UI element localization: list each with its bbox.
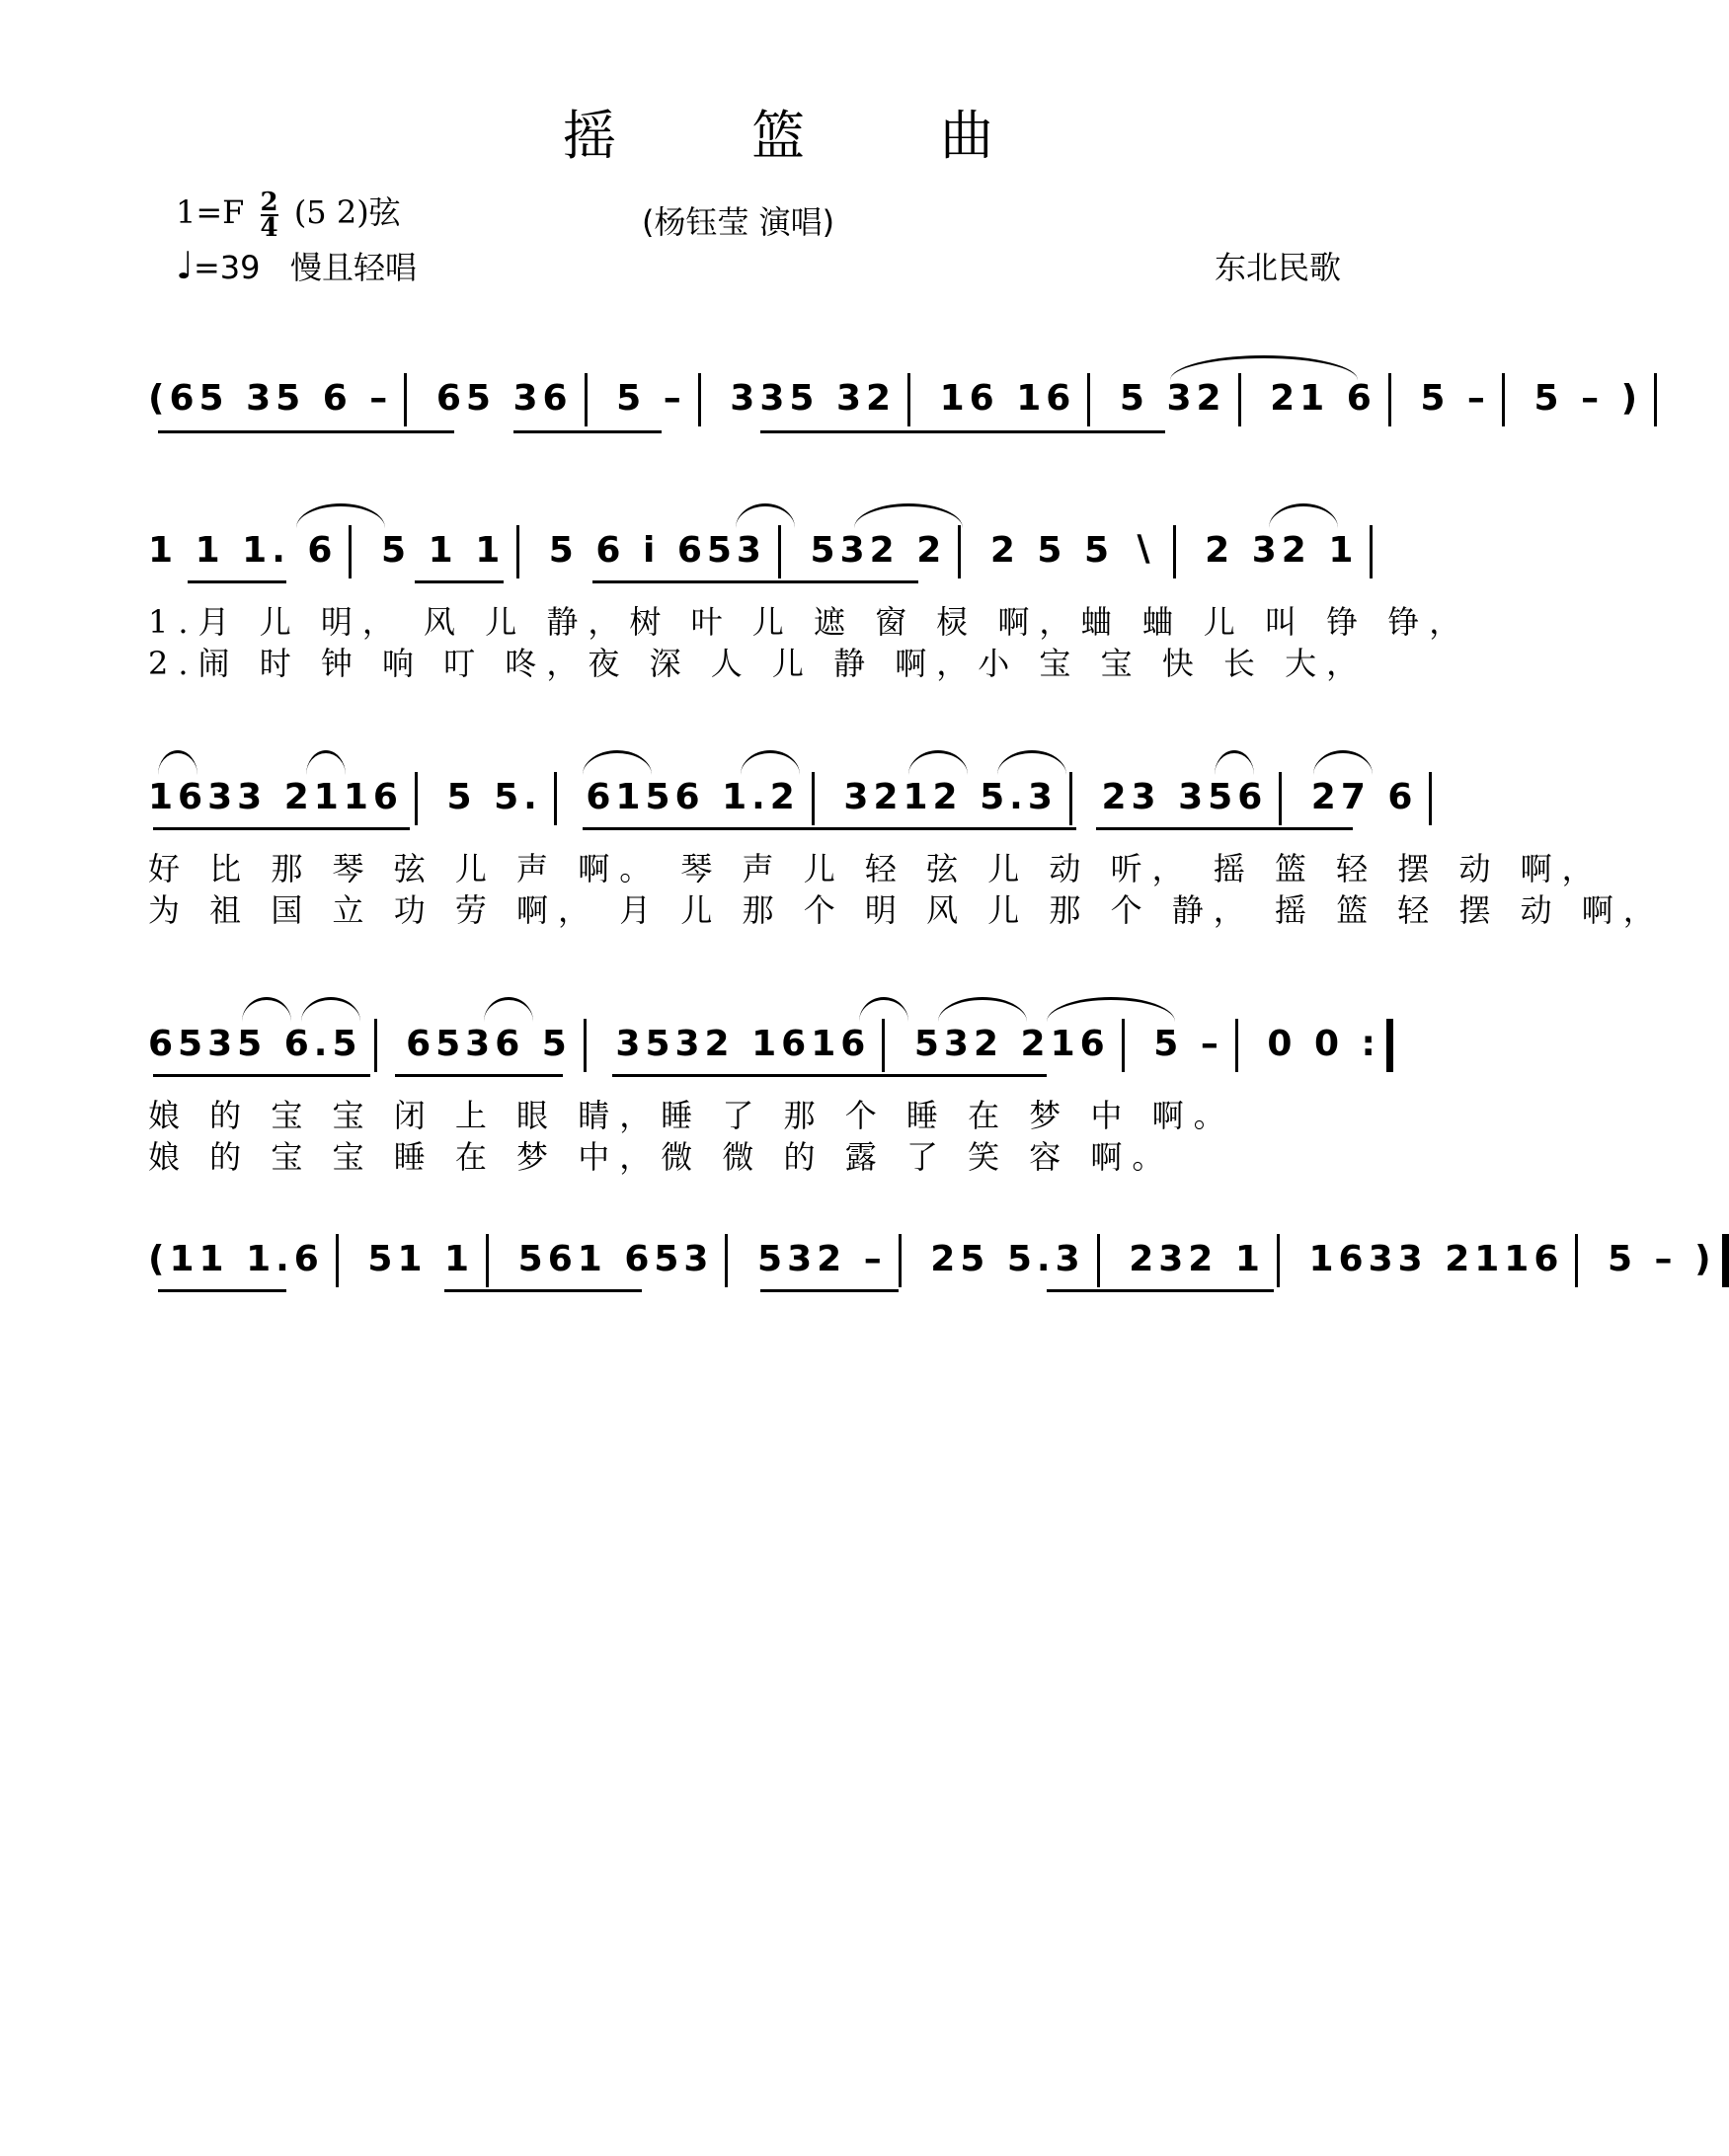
measure: (11 1.6 [148, 1239, 324, 1279]
lyrics-verse-1: 娘 的 宝 宝 闭 上 眼 睛，睡 了 那 个 睡 在 梦 中 啊。 [148, 1097, 1235, 1134]
system-intro [148, 355, 1643, 444]
measure: 0 0 : [1267, 1024, 1380, 1064]
measure: 1633 2116 [148, 777, 403, 817]
origin: 东北民歌 [1215, 249, 1342, 286]
measure: 532 – [757, 1239, 887, 1279]
song-title: 摇 篮 曲 [562, 105, 1054, 167]
measure: 1633 2116 [1308, 1239, 1564, 1279]
key-signature [176, 187, 401, 243]
measure: 5 – [616, 378, 686, 419]
notation-line [148, 1019, 1402, 1072]
measure: 5 1 1 [381, 530, 506, 571]
measure: 5 – [1153, 1024, 1223, 1064]
key-label: 1=F [176, 193, 245, 231]
measure: 232 1 [1129, 1239, 1265, 1279]
measure: 25 5.3 [930, 1239, 1085, 1279]
measure: 1 1 1. 6 [148, 530, 338, 571]
measure: 5 – [1420, 378, 1490, 419]
time-signature-bottom: 4 [260, 212, 278, 243]
measure: 2 5 5 ∖ [989, 530, 1161, 571]
lyrics-verse-2: 为 祖 国 立 功 劳 啊， 月 儿 那 个 明 风 儿 那 个 静， 摇 篮 轻 摆 动 啊， [148, 891, 1665, 929]
tempo-value: =39 [193, 249, 261, 286]
system-4 [148, 997, 1402, 1175]
measure: 5 – ) [1607, 1239, 1716, 1279]
measure: 65 36 [435, 378, 573, 419]
string-tuning: (5 2)弦 [293, 193, 401, 231]
measure: 5 5. [446, 777, 542, 817]
measure: 16 16 [939, 378, 1076, 419]
system-outro [148, 1224, 1716, 1313]
measure: 532 2 [810, 530, 947, 571]
lyrics-verse-1: 好 比 那 琴 弦 儿 声 啊。 琴 声 儿 轻 弦 儿 动 听， 摇 篮 轻 摆 动 啊， [148, 850, 1604, 887]
measure: 6535 6.5 [148, 1024, 362, 1064]
measure: 6156 1.2 [586, 777, 800, 817]
measure: 3532 1616 [615, 1024, 871, 1064]
lyrics-verse-2: 2.闹 时 钟 响 叮 咚，夜 深 人 儿 静 啊，小 宝 宝 快 长 大， [148, 645, 1369, 682]
notation-line [148, 373, 1643, 426]
time-signature [260, 187, 278, 243]
system-2 [148, 503, 1471, 682]
measure: 2 32 1 [1205, 530, 1359, 571]
measure: 23 356 [1101, 777, 1268, 817]
measure: 5 6 i 653 [548, 530, 766, 571]
measure: 3212 5.3 [843, 777, 1058, 817]
system-3 [148, 750, 1665, 929]
measure: 6536 5 [406, 1024, 572, 1064]
lyrics-verse-1: 1.月 儿 明， 风 儿 静，树 叶 儿 遮 窗 棂 啊，蛐 蛐 儿 叫 铮 铮， [148, 603, 1471, 641]
quarter-note-icon: ♩ [176, 244, 194, 287]
notation-line [148, 772, 1418, 825]
tempo-marking [176, 243, 417, 288]
measure: 27 6 [1310, 777, 1418, 817]
notation-line [148, 525, 1402, 578]
lyrics-verse-2: 娘 的 宝 宝 睡 在 梦 中，微 微 的 露 了 笑 容 啊。 [148, 1138, 1174, 1176]
measure: 532 216 [913, 1024, 1110, 1064]
measure: (65 35 6 – [148, 378, 393, 419]
performer: (杨钰莹 演唱) [642, 203, 835, 241]
measure: 5 32 [1119, 378, 1226, 419]
measure: 561 653 [517, 1239, 714, 1279]
expression-text: 慢且轻唱 [289, 249, 417, 286]
measure: 51 1 [367, 1239, 475, 1279]
measure: 5 – ) [1533, 378, 1643, 419]
notation-line [148, 1234, 1716, 1287]
measure: 335 32 [730, 378, 897, 419]
time-signature-top: 2 [260, 187, 278, 217]
measure: 21 6 [1270, 378, 1376, 419]
